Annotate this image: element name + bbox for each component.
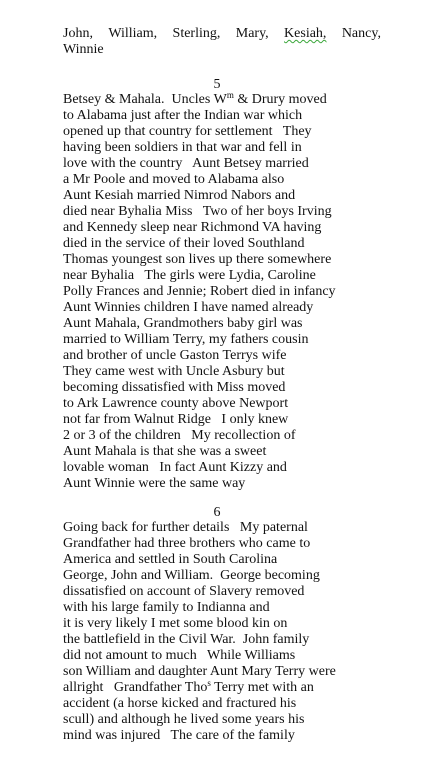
intro-word: Sterling, (172, 26, 221, 41)
section-6-line: scull) and although he lived some years his (63, 712, 305, 727)
section-5-line: to Alabama just after the Indian war which (63, 108, 303, 123)
section-5-line: to Ark Lawrence county above Newport (63, 396, 289, 411)
section-5-line: Aunt Winnie were the same way (63, 476, 246, 491)
section-5-line: married to William Terry, my fathers cousin (63, 332, 309, 347)
intro-word: Kesiah, (284, 26, 327, 41)
intro-line-1 (63, 26, 381, 42)
intro-word: Mary, (235, 26, 269, 41)
section-5-line: Betsey & Mahala. Uncles $W^m$ & Drury moved (63, 90, 327, 107)
page-number-6: 6 (213, 505, 221, 520)
section-5-line: They came west with Uncle Asbury but (63, 364, 285, 379)
section-5-line: near Byhalia The girls were Lydia, Caroline (63, 268, 316, 283)
section-6-line: allright Grandfather Tho$^s$ Terry met with an (63, 678, 314, 695)
section-6-line: the battlefield in the Civil War. John family (63, 632, 310, 647)
section-5-line: died in the service of their loved Southland (63, 236, 305, 251)
section-5-line: Aunt Winnies children I have named already (63, 300, 314, 315)
section-5-line: love with the country Aunt Betsey married (63, 156, 309, 171)
section-6-line: son William and daughter Aunt Mary Terry were (63, 664, 336, 679)
section-6-line: Grandfather had three brothers who came to (63, 536, 311, 551)
section-5-line: having been soldiers in that war and fell in (63, 140, 302, 155)
intro-word: Nancy, (341, 26, 381, 41)
section-5-line: not far from Walnut Ridge I only knew (63, 412, 289, 427)
section-5-line: and Kennedy sleep near Richmond VA having (63, 220, 322, 235)
section-5-line: Aunt Mahala is that she was a sweet (63, 444, 267, 459)
section-5-line: Aunt Mahala, Grandmothers baby girl was (63, 316, 303, 331)
section-6-line: with his large family to Indianna and (63, 600, 270, 615)
section-5-line: 2 or 3 of the children My recollection of (63, 428, 296, 443)
page-number-5: 5 (213, 77, 221, 92)
section-6-line: did not amount to much While Williams (63, 648, 296, 663)
section-6-line: dissatisfied on account of Slavery removed (63, 584, 305, 599)
section-5-line: becoming dissatisfied with Miss moved (63, 380, 286, 395)
section-6-text (63, 520, 393, 744)
section-5-line: Aunt Kesiah married Nimrod Nabors and (63, 188, 296, 203)
section-5-line: opened up that country for settlement They (63, 124, 312, 139)
intro-word: William, (108, 26, 158, 41)
section-5-line: and brother of uncle Gaston Terrys wife (63, 348, 287, 363)
section-6-line: accident (a horse kicked and fractured his (63, 696, 297, 711)
section-5-text (63, 92, 393, 492)
section-6-line: it is very likely I met some blood kin on (63, 616, 288, 631)
section-5-line: Thomas youngest son lives up there somewhere (63, 252, 332, 267)
intro-names (63, 26, 393, 58)
section-6-line: America and settled in South Carolina (63, 552, 278, 567)
section-5-line: a Mr Poole and moved to Alabama also (63, 172, 285, 187)
section-6-line: George, John and William. George becoming (63, 568, 320, 583)
section-5-line: lovable woman In fact Aunt Kizzy and (63, 460, 287, 475)
section-6-line: mind was injured The care of the family (63, 728, 295, 743)
section-5-line: Polly Frances and Jennie; Robert died in infancy (63, 284, 336, 299)
section-6-line: Going back for further details My paternal (63, 520, 308, 535)
intro-word: John, (63, 26, 93, 41)
section-5-line: died near Byhalia Miss Two of her boys Irving (63, 204, 332, 219)
intro-line-2: Winnie (63, 42, 104, 57)
